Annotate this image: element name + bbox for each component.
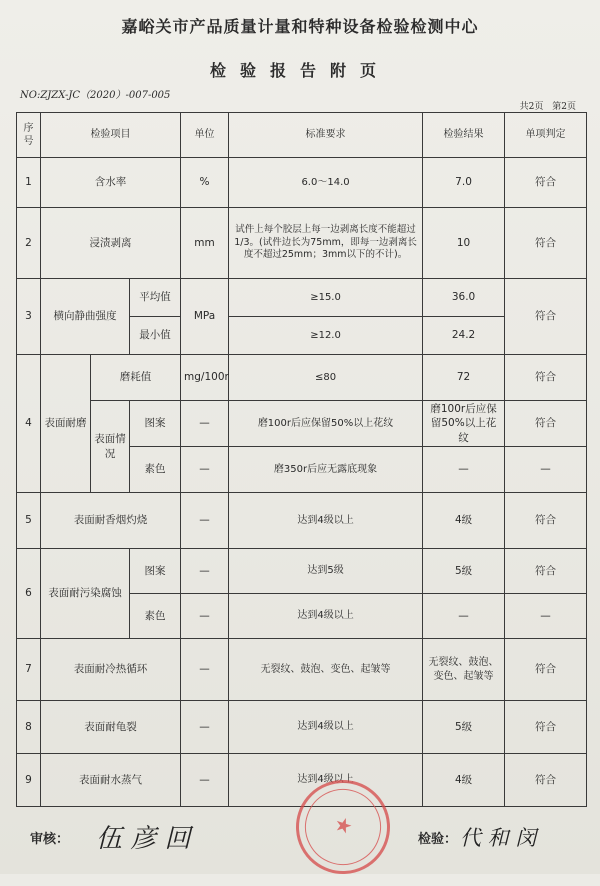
subitem-cell: 素色 (130, 594, 181, 639)
unit-cell: — (181, 447, 229, 493)
standard-cell: 试件上每个胶层上每一边剥离长度不能超过1/3。(试件边长为75mm，即每一边剥离长度不超过25mm；3mm以下的不计)。 (229, 208, 423, 279)
table-row (17, 208, 587, 279)
result-cell: 5级 (423, 549, 505, 594)
organization-name: 嘉峪关市产品质量计量和特种设备检验检测中心 (121, 17, 479, 36)
seq-cell: 5 (17, 493, 41, 549)
result-cell: 10 (423, 208, 505, 279)
verdict-cell: 符合 (505, 355, 587, 401)
unit-cell: — (181, 701, 229, 754)
verdict-cell: 符合 (505, 639, 587, 701)
result-cell: 5级 (423, 701, 505, 754)
seq-cell: 2 (17, 208, 41, 279)
subitem-cell: 磨耗值 (91, 355, 181, 401)
verdict-cell: — (505, 447, 587, 493)
reviewer-signature: 伍 彦 回 (96, 824, 191, 854)
result-cell: 7.0 (423, 158, 505, 208)
verdict-cell: 符合 (505, 549, 587, 594)
verdict-cell: 符合 (505, 158, 587, 208)
item-cell: 横向静曲强度 (41, 279, 130, 355)
item-cell: 浸渍剥离 (41, 208, 181, 279)
item-cell: 表面耐磨 (41, 355, 91, 493)
result-cell: — (423, 594, 505, 639)
standard-cell: 达到4级以上 (229, 701, 423, 754)
table-row (17, 639, 587, 701)
table-row (17, 493, 587, 549)
inspector-label: 检验： (418, 832, 458, 847)
standard-cell: ≤80 (229, 355, 423, 401)
item-cell: 表面耐水蒸气 (41, 754, 181, 807)
standard-cell: 达到4级以上 (229, 754, 423, 807)
report-number: NO:ZJZX-JC（2020）-007-005 (20, 90, 171, 101)
standard-cell: 磨350r后应无露底现象 (229, 447, 423, 493)
verdict-cell: 符合 (505, 493, 587, 549)
item-cell: 表面耐冷热循环 (41, 639, 181, 701)
table-row (17, 754, 587, 807)
verdict-cell: 符合 (505, 401, 587, 447)
subitem-cell: 图案 (130, 549, 181, 594)
report-title: 检验报告附页 (209, 61, 390, 80)
standard-cell: 磨100r后应保留50%以上花纹 (229, 401, 423, 447)
unit-cell: — (181, 493, 229, 549)
table-row (17, 401, 587, 447)
item-cell: 含水率 (41, 158, 181, 208)
seq-cell: 8 (17, 701, 41, 754)
subitem-cell: 平均值 (130, 279, 181, 317)
unit-cell: — (181, 754, 229, 807)
unit-cell: mg/100r (181, 355, 229, 401)
item-cell: 表面耐香烟灼烧 (41, 493, 181, 549)
seq-cell: 1 (17, 158, 41, 208)
seq-cell: 4 (17, 355, 41, 493)
verdict-cell: 符合 (505, 754, 587, 807)
verdict-cell: — (505, 594, 587, 639)
reviewer-label: 审核： (30, 832, 70, 847)
verdict-cell: 符合 (505, 701, 587, 754)
table-row (17, 549, 587, 594)
result-cell: 4级 (423, 754, 505, 807)
result-cell: 24.2 (423, 317, 505, 355)
seq-cell: 3 (17, 279, 41, 355)
table-header-row (17, 113, 587, 158)
group-cell: 表面情况 (91, 401, 130, 493)
subitem-cell: 图案 (130, 401, 181, 447)
seq-cell: 9 (17, 754, 41, 807)
unit-cell: — (181, 594, 229, 639)
seq-cell: 7 (17, 639, 41, 701)
unit-cell: MPa (181, 279, 229, 355)
standard-cell: 达到5级 (229, 549, 423, 594)
result-cell: 无裂纹、鼓泡、变色、起皱等 (423, 639, 505, 701)
seal-star-icon: ★ (331, 810, 356, 840)
result-cell: 36.0 (423, 279, 505, 317)
header-item: 检验项目 (41, 113, 181, 158)
inspection-table (16, 112, 587, 807)
table-row (17, 701, 587, 754)
unit-cell: % (181, 158, 229, 208)
item-cell: 表面耐龟裂 (41, 701, 181, 754)
result-cell: 磨100r后应保留50%以上花纹 (423, 401, 505, 447)
header-verdict: 单项判定 (505, 113, 587, 158)
standard-cell: 无裂纹、鼓泡、变色、起皱等 (229, 639, 423, 701)
result-cell: 4级 (423, 493, 505, 549)
verdict-cell: 符合 (505, 279, 587, 355)
subitem-cell: 素色 (130, 447, 181, 493)
standard-cell: 达到4级以上 (229, 493, 423, 549)
page-count: 共2页 第2页 (519, 102, 576, 112)
standard-cell: ≥15.0 (229, 279, 423, 317)
table-row (17, 279, 587, 317)
result-cell: 72 (423, 355, 505, 401)
seq-cell: 6 (17, 549, 41, 639)
item-cell: 表面耐污染腐蚀 (41, 549, 130, 639)
header-unit: 单位 (181, 113, 229, 158)
unit-cell: — (181, 401, 229, 447)
table-row (17, 158, 587, 208)
header-seq: 序号 (17, 113, 41, 158)
standard-cell: 6.0～14.0 (229, 158, 423, 208)
table-row (17, 355, 587, 401)
unit-cell: — (181, 549, 229, 594)
standard-cell: 达到4级以上 (229, 594, 423, 639)
verdict-cell: 符合 (505, 208, 587, 279)
subitem-cell: 最小值 (130, 317, 181, 355)
header-result: 检验结果 (423, 113, 505, 158)
unit-cell: — (181, 639, 229, 701)
unit-cell: mm (181, 208, 229, 279)
result-cell: — (423, 447, 505, 493)
inspector-signature: 代 和 闵 (460, 826, 537, 850)
header-standard: 标准要求 (229, 113, 423, 158)
standard-cell: ≥12.0 (229, 317, 423, 355)
